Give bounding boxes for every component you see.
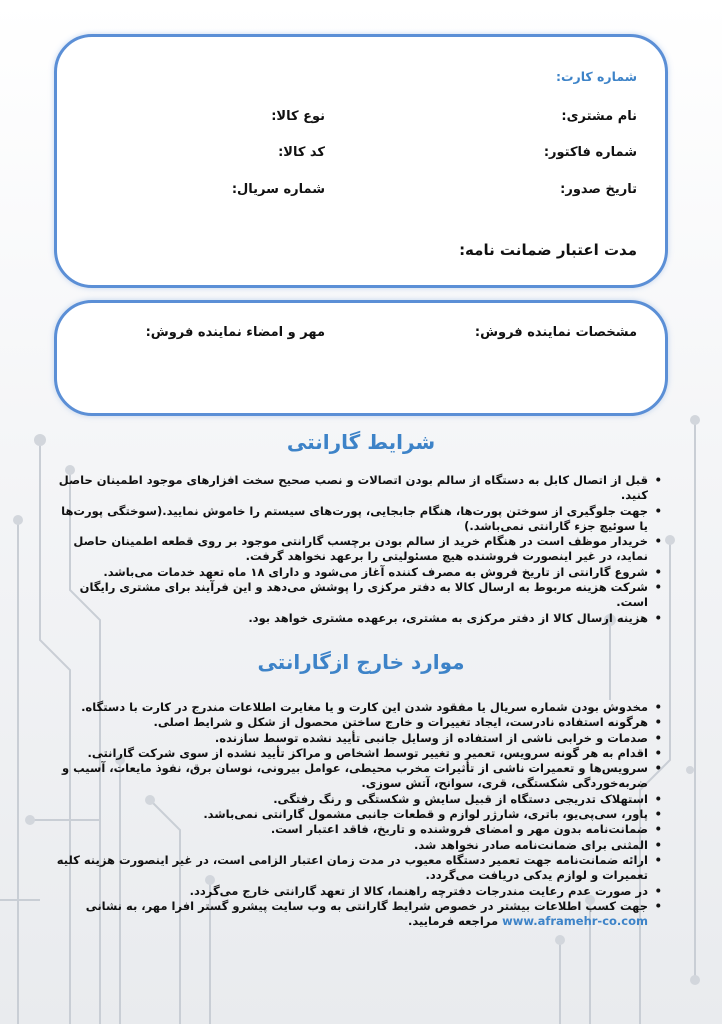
- conditions-list: [52, 473, 662, 626]
- list-item: • استهلاک تدریجی دستگاه از قبیل سایش و شکستگی و رنگ رفتگی.: [52, 792, 662, 807]
- exclusions-title: موارد خارج ازگارانتی: [257, 650, 465, 674]
- list-item: • صدمات و خرابی ناشی از استفاده از وسایل جانبی تأیید نشده توسط سازنده.: [52, 731, 662, 746]
- customer-name-label: نام مشتری:: [561, 109, 637, 124]
- list-item: • شرکت هزینه مربوط به ارسال کالا به دفتر مرکزی را پوشش می‌دهد و این فرآیند برای مشتری رایگان است.: [52, 580, 662, 611]
- seller-stamp-label: مهر و امضاء نماینده فروش:: [145, 325, 325, 340]
- list-item: • سرویس‌ها و تعمیرات ناشی از تأثیرات مخرب محیطی، عوامل بیرونی، نوسان برق، نفوذ مایعات، آسیب و ضربه‌خوردگی شکستگی، قری، سوانح، آتش سوزی.: [52, 761, 662, 792]
- website-note-suffix: مراجعه فرمایید.: [407, 914, 499, 929]
- product-code-label: کد کالا:: [278, 145, 325, 160]
- website-note-text: جهت کسب اطلاعات بیشتر در خصوص شرایط گارانتی به وب سایت پیشرو گستر افرا مهر، به نشانی: [85, 898, 648, 913]
- list-item-website: [52, 899, 662, 930]
- card-number-label: شماره کارت:: [555, 69, 637, 84]
- seller-details-label: مشخصات نماینده فروش:: [474, 325, 637, 340]
- list-item: • در صورت عدم رعایت مندرجات دفترچه راهنما، کالا از تعهد گارانتی خارج می‌گردد.: [52, 884, 662, 899]
- list-item: • مخدوش بودن شماره سریال یا مفقود شدن این کارت و یا مغایرت اطلاعات مندرج در کارت با دستگاه.: [52, 700, 662, 715]
- list-item: • هزینه ارسال کالا از دفتر مرکزی به مشتری، برعهده مشتری خواهد بود.: [52, 611, 662, 626]
- list-item: • ضمانت‌نامه بدون مهر و امضای فروشنده و تاریخ، فاقد اعتبار است.: [52, 822, 662, 837]
- list-item: • جهت جلوگیری از سوختن پورت‌ها، هنگام جابجایی، پورت‌های سیستم را خاموش نمایید.(سوختگی پورت‌ها یا سوئیچ جزء گارانتی نمی‌باشد.): [52, 504, 662, 535]
- list-item: • المثنی برای ضمانت‌نامه صادر نخواهد شد.: [52, 838, 662, 853]
- warranty-info-card: [54, 34, 668, 288]
- list-item: • خریدار موظف است در هنگام خرید از سالم بودن برچسب گارانتی موجود بر روی قطعه اطمینان حاصل نماید، در غیر اینصورت فروشنده هیچ مسئولیتی را برعهد نخواهد گرفت.: [52, 534, 662, 565]
- exclusions-list: [52, 700, 662, 929]
- list-item: • قبل از اتصال کابل به دستگاه از سالم بودن اتصالات و نصب صحیح سخت افزارهای موجود اطمینان حاصل کنید.: [52, 473, 662, 504]
- list-item: • شروع گارانتی از تاریخ فروش به مصرف کننده آغاز می‌شود و دارای ۱۸ ماه تعهد خدمات می‌باشد.: [52, 565, 662, 580]
- serial-number-label: شماره سریال:: [231, 182, 325, 197]
- validity-label: مدت اعتبار ضمانت نامه:: [459, 241, 637, 259]
- conditions-title: شرایط گارانتی: [286, 430, 436, 454]
- seller-info-card: [54, 300, 668, 416]
- product-type-label: نوع کالا:: [271, 109, 325, 124]
- invoice-number-label: شماره فاکتور:: [543, 145, 637, 160]
- website-link[interactable]: www.aframehr-co.com: [502, 914, 648, 929]
- list-item: • اقدام به هر گونه سرویس، تعمیر و تغییر توسط اشخاص و مراکز تأیید نشده از سوی شرکت گارانتی.: [52, 746, 662, 761]
- list-item: • هرگونه استفاده نادرست، ایجاد تغییرات و خارج ساختن محصول از شکل و شرایط اصلی.: [52, 715, 662, 730]
- issue-date-label: تاریخ صدور:: [560, 182, 637, 197]
- list-item: • ارائه ضمانت‌نامه جهت تعمیر دستگاه معیوب در مدت زمان اعتبار الزامی است، در غیر اینصورت هزینه کلیه تعمیرات و لوازم یدکی دریافت می‌گردد.: [52, 853, 662, 884]
- list-item: • پاور، سی‌پی‌یو، باتری، شارژر لوازم و قطعات جانبی مشمول گارانتی نمی‌باشد.: [52, 807, 662, 822]
